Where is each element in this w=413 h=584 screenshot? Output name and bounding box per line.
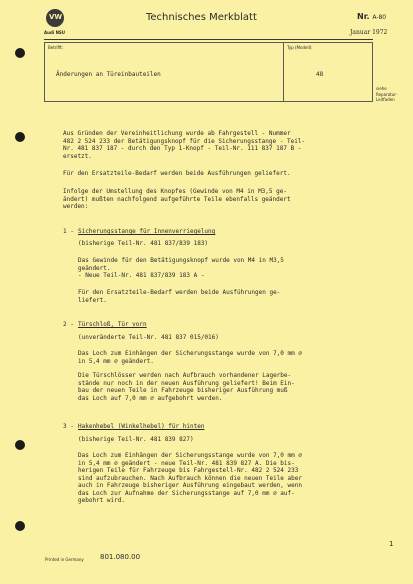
section-1-old-part: (bisherige Teil-Nr. 481 837/839 183) xyxy=(78,240,209,247)
section-1-title: Sicherungsstange für Innenverriegelung xyxy=(78,228,216,235)
section-1-text: Das Gewinde für den Betätigungsknopf wurde von M4 in M3,5 geändert. - Neue Teil-Nr. 481 837/839 183 A - xyxy=(78,257,284,279)
section-3-title: Hakenhebel (Winkelhebel) für hinten xyxy=(78,423,205,430)
section-2-text: Das Loch zum Einhängen der Sicherungsstange wurde von 7,0 mm ∅ in 5,4 mm ∅ geändert. xyxy=(78,350,302,365)
section-1-text-2: Für den Ersatzteile-Bedarf werden beide Ausführungen ge- liefert. xyxy=(78,289,281,304)
paragraph-3: Infolge der Umstellung des Knopfes (Gewinde von M4 in M3,5 ge- ändert) mußten nachfolgend aufgeführte Teile ebenfalls geändert werden: xyxy=(63,188,291,210)
subject-box-divider xyxy=(283,42,284,102)
section-2-text-2: Die Türschlösser werden nach Aufbrauch vorhandener Lagerbe- stände nur noch in der neuen Ausführung geliefert! Beim Ein- bau der neuen Teile in Fahrzeuge bisheriger Ausführung muß das Loch auf 7,0 mm ∅ aufgebohrt werden. xyxy=(78,372,295,402)
paragraph-2: Für den Ersatzteile-Bedarf werden beide Ausführungen geliefert. xyxy=(63,170,291,177)
section-2-number: 2 - xyxy=(63,321,74,328)
typ-label: Typ (Modell): xyxy=(287,45,313,50)
document-number: Nr. A-80 xyxy=(357,12,387,21)
form-code: 801.080.00 xyxy=(100,553,141,561)
betrifft-value: Änderungen an Türeinbauteilen xyxy=(56,71,161,78)
brand-label: Audi NSU xyxy=(44,30,66,35)
header-rule xyxy=(44,39,373,40)
section-2-title: Türschloß, Tür vorn xyxy=(78,321,147,328)
punch-hole xyxy=(15,440,25,450)
punch-hole xyxy=(15,521,25,531)
section-3-old-part: (bisherige Teil-Nr. 481 839 827) xyxy=(78,436,194,443)
section-1-number: 1 - xyxy=(63,228,74,235)
intro-paragraph: Aus Gründen der Vereinheitlichung wurde ab Fahrgestell - Nummer 482 2 524 233 der Betätigungsknopf für die Sicherungsstange - Teil- Nr. 481 837 187 - durch den Typ 1-Knopf - Teil-Nr. 111 837 187 B - ersetzt. xyxy=(63,130,306,160)
page-number: 1 xyxy=(389,540,394,548)
section-2-old-part: (unveränderte Teil-Nr. 481 837 015/016) xyxy=(78,334,219,341)
punch-hole xyxy=(15,132,25,142)
section-3-text: Das Loch zum Einhängen der Sicherungsstange wurde von 7,0 mm ∅ in 5,4 mm ∅ geändert - neue Teil-Nr. 481 839 827 A. Die bis- herigen Teile für Fahrzeuge bis Fahrgestell-Nr. 482 2 524 233 sind aufzubrauchen. Nach Aufbrauch können die neuen Teile aber auch in Fahrzeuge bisheriger Ausführung eingebaut werden, wenn das Loch zur Aufnahme der Sicherungsstange auf 7,0 mm ∅ auf- gebohrt wird. xyxy=(78,452,302,504)
section-3-number: 3 - xyxy=(63,423,74,430)
side-note: siehe Reparatur- Leitfaden xyxy=(376,86,398,102)
printed-in-germany: Printed in Germany xyxy=(45,557,84,562)
betrifft-label: Betrifft: xyxy=(48,45,64,50)
document-date: Januar 1972 xyxy=(350,29,388,36)
typ-value: 48 xyxy=(316,71,324,78)
page-title: Technisches Merkblatt xyxy=(146,12,257,23)
vw-logo: VW xyxy=(46,9,64,27)
punch-hole xyxy=(15,48,25,58)
